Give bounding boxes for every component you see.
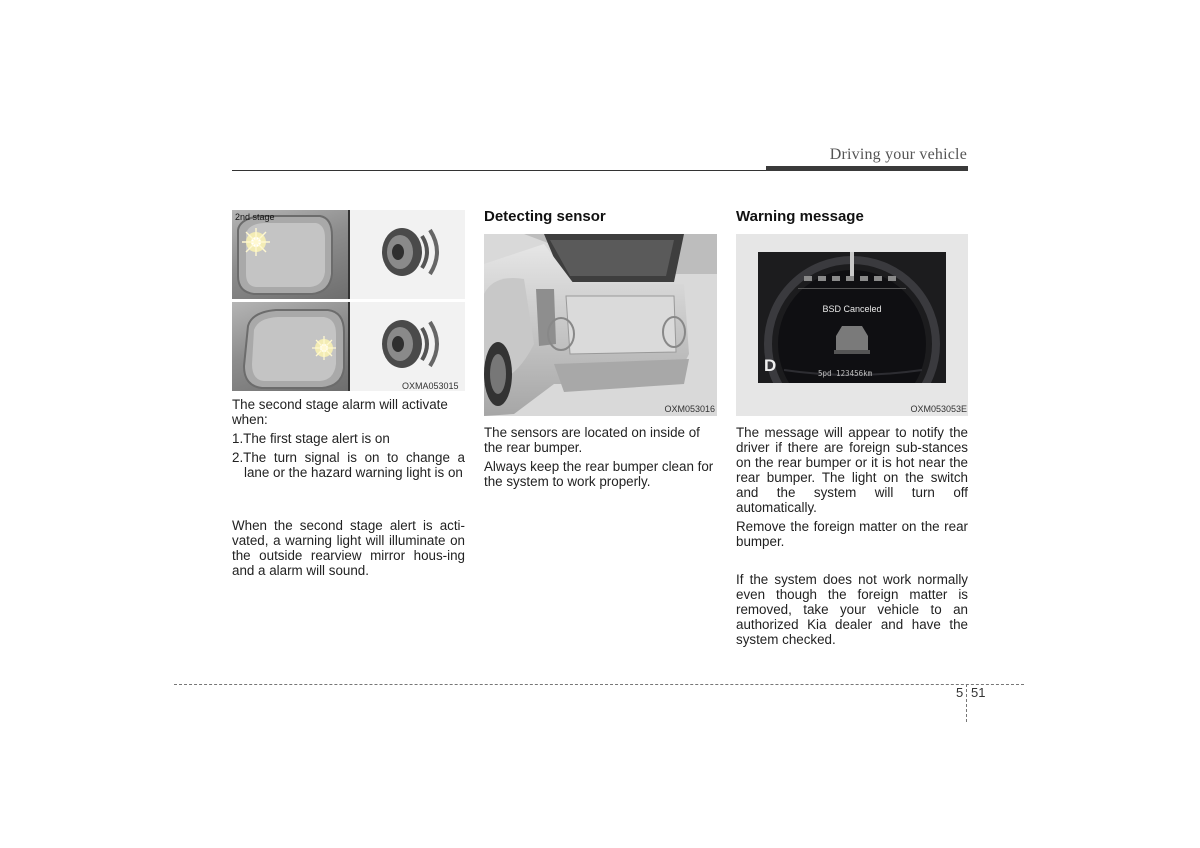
cluster-screen bbox=[758, 252, 946, 383]
body-paragraph: When the second stage alert is acti-vated, a warning light will illuminate on the outside rearview mirror hous-ing and a alarm will sound. bbox=[232, 518, 465, 578]
list-item: 1.The first stage alert is on bbox=[232, 431, 390, 446]
footer-rule bbox=[174, 684, 1024, 685]
cluster-display-figure bbox=[736, 234, 968, 416]
footer-divider bbox=[966, 684, 967, 722]
warning-light-icon bbox=[242, 228, 270, 256]
list-item: 2.The turn signal is on to change a lane or the hazard warning light is on bbox=[232, 450, 465, 480]
chapter-number: 5 bbox=[956, 685, 964, 700]
side-mirror-illustration bbox=[232, 302, 348, 391]
body-paragraph: The message will appear to notify the driver if there are foreign sub-stances on the rear bumper or it is hot near the rear bumper. The light on the switch and the system will turn off automatically. bbox=[736, 425, 968, 515]
body-paragraph: If the system does not work normally even though the foreign matter is removed, take your vehicle to an authorized Kia dealer and have the system checked. bbox=[736, 572, 968, 647]
speaker-panel-top bbox=[350, 210, 465, 299]
speaker-icon bbox=[350, 210, 465, 299]
speaker-panel-bottom bbox=[350, 302, 465, 391]
header-tab-bar bbox=[766, 166, 968, 171]
section-heading: Warning message bbox=[736, 208, 864, 225]
figure-caption: OXM053016 bbox=[664, 404, 715, 414]
body-paragraph: The sensors are located on inside of the rear bumper. bbox=[484, 425, 700, 455]
page-number: 51 bbox=[971, 685, 986, 700]
figure-label: 2nd stage bbox=[235, 212, 275, 222]
section-heading: Detecting sensor bbox=[484, 208, 606, 225]
mirror-panel-bottom bbox=[232, 302, 348, 391]
body-paragraph: Always keep the rear bumper clean for the system to work properly. bbox=[484, 459, 714, 489]
mirror-figure bbox=[232, 210, 465, 391]
section-title: Driving your vehicle bbox=[829, 146, 967, 163]
speaker-icon bbox=[350, 302, 465, 391]
body-paragraph: Remove the foreign matter on the rear bumper. bbox=[736, 519, 968, 549]
mirror-panel-top bbox=[232, 210, 348, 299]
figure-caption: OXMA053015 bbox=[402, 381, 459, 391]
gear-indicator: D bbox=[764, 356, 777, 375]
cluster-gauge-graphic bbox=[758, 252, 946, 383]
vehicle-rear-illustration bbox=[484, 234, 717, 416]
bsd-canceled-message: BSD Canceled bbox=[822, 304, 882, 314]
figure-caption: OXM053053E bbox=[910, 404, 967, 414]
intro-text: The second stage alarm will activate when: bbox=[232, 397, 448, 427]
rear-bumper-figure bbox=[484, 234, 717, 416]
side-mirror-illustration bbox=[232, 210, 348, 299]
odometer-readout: 5pd 123456km bbox=[818, 369, 873, 378]
